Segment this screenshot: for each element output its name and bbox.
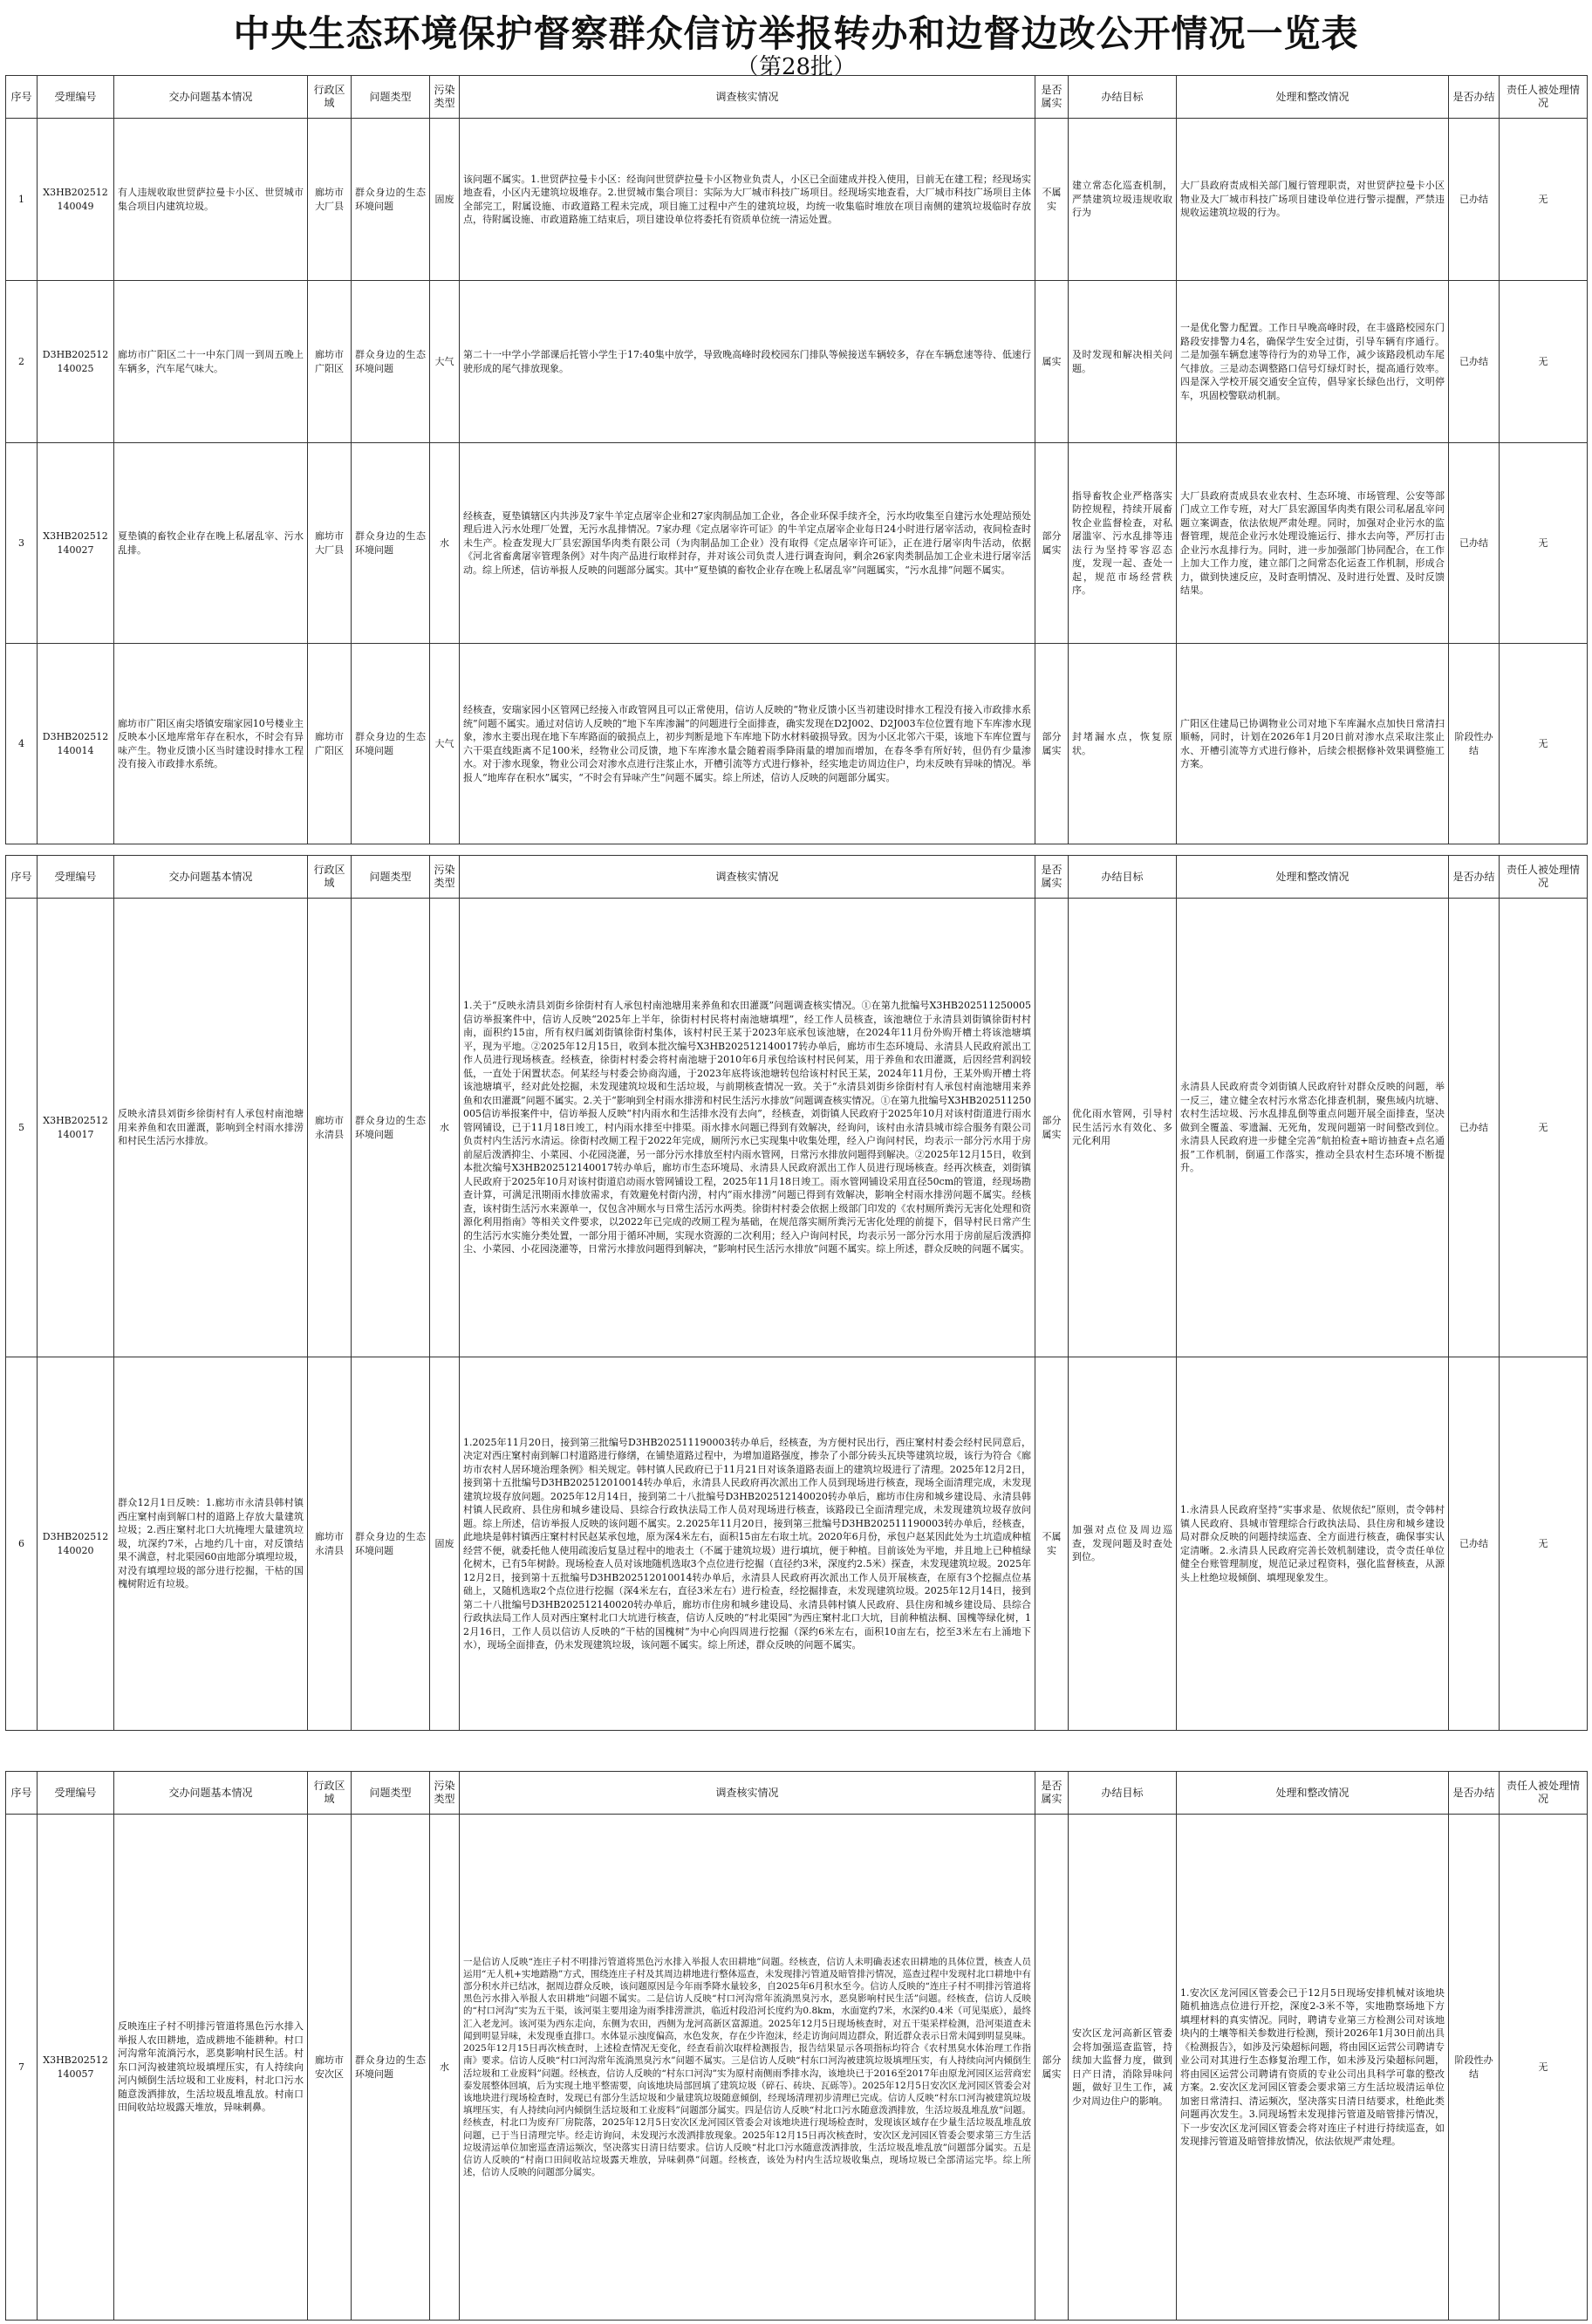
rectification-cell: 大厂县政府责成县农业农村、生态环境、市场管理、公安等部门成立工作专班，对大厂县宏源国华肉类有限公司私屠乱宰问题立案调查，依法依规严肃处理。同时，加强对企业污水的监督管理，规范企业污水处理设施运行、排水去向等，严厉打击企业污水乱排行为。同时，进一步加强部门协同配合，在工作上加大工作力度，建立部门之间常态化运查工作机制，形成合力，做到快速反应，及时查明情况、及时进行处置、及时反馈结果。 xyxy=(1177,443,1449,644)
goal-cell: 优化雨水管网，引导村民生活污水有效化、多元化利用 xyxy=(1069,899,1177,1357)
header-cell: 调查核实情况 xyxy=(460,856,1035,899)
pollution-cell: 固废 xyxy=(430,1357,460,1731)
header-cell: 是否办结 xyxy=(1449,1772,1500,1815)
seq-cell: 5 xyxy=(6,899,38,1357)
pollution-cell: 水 xyxy=(430,443,460,644)
goal-cell: 安次区龙河高新区管委会将加强巡查监管，持续加大监督力度，做到日产日清，消除异味问题，做好卫生工作，减少对周边住户的影响。 xyxy=(1069,1815,1177,2321)
investigation-cell: 一是信访人反映“连庄子村不明排污管道将黑色污水排入举报人农田耕地”问题。经核查，信访人未明确表述农田耕地的具体位置，核查人员运用“无人机+实地踏勘”方式，围绕连庄子村及其周边耕地进行整体巡查，未发现排污管道及暗管排污情况，巡查过程中发现村北口耕地中有部分积水并已结冰，据周边群众反映，该问题原因是今年雨季降水量较多，自2025年6月积水至今。信访人反映的“连庄子村不明排污管道将黑色污水排入举报人农田耕地”问题不属实。二是信访人反映“村口河沟常年流淌黑臭污水，恶臭影响村民生活”问题。经核查，信访人反映的“村口河沟”实为五干渠，该河渠主要用途为雨季排涝泄洪，临近村段沿河长度约为0.8km，水面宽约7米，水深约0.4米（可见渠底），最终汇入老龙河。该河渠为西东走向，东侧为农田，西侧为龙河高新区富源道。2025年12月5日现场核查时，对五干渠采样检测，沿河渠道查未闻到明显异味，未发现垂直排口。水体显示浊度偏高，水色发灰，存在少许泡沫，经走访询问周边群众，附近群众表示日常未闻到明显臭味。2025年12月15日再次核查时，上述检查情况无变化，经查看前次取样检测报告，报告结果显示各项指标均符合《农村黑臭水体治理工作指南》要求。信访人反映“村口河沟常年流淌黑臭污水”问题不属实。三是信访人反映“村东口河沟被建筑垃圾填埋压实，有人持续向河内倾倒生活垃圾和工业废料”问题。经核查，信访人反映的“村东口河沟”实为原村南侧雨季排水沟，该地块已于2016至2017年由原龙河园区运营商宏泰发展整体回填，后为实现土地平整需要，向该地块局部回填了建筑垃圾（碎石、砖块、瓦砾等）。2025年12月5日安次区龙河园区管委会对该地块进行现场检查时，发现已有部分生活垃圾和少量建筑垃圾随意倾倒，经现场清理初步清理已完成。信访人反映“村东口河沟被建筑垃圾填埋压实，有人持续向河内倾倒生活垃圾和工业废料”问题部分属实。四是信访人反映“村北口污水随意泼洒排放，生活垃圾乱堆乱放”问题。经核查，村北口为废弃厂房院落，2025年12月5日安次区龙河园区管委会对该地块进行现场检查时，发现该区域存在少量生活垃圾乱堆乱放问题，已于当日清理完毕。经走访询问，未发现污水泼洒排放现象。2025年12月15日再次核查时，安次区龙河园区管委会要求第三方生活垃圾清运单位加密巡查清运频次，坚决落实日清日结要求。信访人反映“村北口污水随意泼洒排放，生活垃圾乱堆乱放”问题部分属实。五是信访人反映的“村南口田间收站垃圾露天堆放，异味刺鼻”问题。经核查，该处为村内生活垃圾收集点，现场垃圾已全部清运完毕。综上所述，信访人反映的问题部分属实。 xyxy=(460,1815,1035,2321)
true-status-cell: 属实 xyxy=(1035,281,1069,443)
report-table-section-3 xyxy=(5,1771,1588,2321)
header-cell: 交办问题基本情况 xyxy=(114,76,308,119)
type-cell: 群众身边的生态环境问题 xyxy=(352,443,430,644)
header-cell: 问题类型 xyxy=(352,1772,430,1815)
accountability-cell: 无 xyxy=(1500,644,1588,844)
header-cell: 污染类型 xyxy=(430,76,460,119)
true-status-cell: 部分属实 xyxy=(1035,899,1069,1357)
goal-cell: 加强对点位及周边巡查，发现问题及时查处到位。 xyxy=(1069,1357,1177,1731)
header-cell: 是否属实 xyxy=(1035,1772,1069,1815)
header-cell: 办结目标 xyxy=(1069,76,1177,119)
rectification-cell: 一是优化警力配置。工作日早晚高峰时段，在丰盛路校园东门路段安排警力4名，确保学生安全过街，引导车辆有序通行。二是加强车辆怠速等待行为的劝导工作，减少该路段机动车尾气排放。三是动态调整路口信号灯绿灯时长，提高通行效率。四是深入学校开展交通安全宣传，倡导家长绿色出行，文明停车，巩固校警联动机制。 xyxy=(1177,281,1449,443)
region-cell: 廊坊市广阳区 xyxy=(308,644,352,844)
issue-cell: 有人违规收取世贸萨拉曼卡小区、世贸城市集合项目内建筑垃圾。 xyxy=(114,119,308,281)
header-cell: 污染类型 xyxy=(430,1772,460,1815)
table-header-row xyxy=(6,856,1588,899)
table-row xyxy=(6,1815,1588,2321)
goal-cell: 封堵漏水点，恢复原状。 xyxy=(1069,644,1177,844)
table-row xyxy=(6,119,1588,281)
seq-cell: 2 xyxy=(6,281,38,443)
accountability-cell: 无 xyxy=(1500,119,1588,281)
rectification-cell: 永清县人民政府责令刘街镇人民政府针对群众反映的问题，举一反三，建立健全农村污水常态化排查机制，聚焦域内坑塘、农村生活垃圾、污水乱排乱倒等重点问题开展全面排查，坚决做到全覆盖、零遗漏、无死角，发现问题第一时间整改到位。永清县人民政府进一步健全完善“航拍检查+暗访抽查+点名通报”工作机制，倒逼工作落实，推动全县农村生态环境不断提升。 xyxy=(1177,899,1449,1357)
region-cell: 廊坊市大厂县 xyxy=(308,443,352,644)
true-status-cell: 部分属实 xyxy=(1035,1815,1069,2321)
header-cell: 交办问题基本情况 xyxy=(114,856,308,899)
accountability-cell: 无 xyxy=(1500,1815,1588,2321)
seq-cell: 7 xyxy=(6,1815,38,2321)
header-cell: 问题类型 xyxy=(352,76,430,119)
header-cell: 序号 xyxy=(6,856,38,899)
issue-cell: 夏垫镇的畜牧企业存在晚上私屠乱宰、污水乱排。 xyxy=(114,443,308,644)
accountability-cell: 无 xyxy=(1500,899,1588,1357)
header-cell: 是否属实 xyxy=(1035,76,1069,119)
header-cell: 调查核实情况 xyxy=(460,76,1035,119)
id-cell: D3HB202512140020 xyxy=(38,1357,114,1731)
id-cell: X3HB202512140027 xyxy=(38,443,114,644)
report-table-section-1 xyxy=(5,75,1588,844)
type-cell: 群众身边的生态环境问题 xyxy=(352,899,430,1357)
header-cell: 问题类型 xyxy=(352,856,430,899)
closed-cell: 已办结 xyxy=(1449,119,1500,281)
seq-cell: 1 xyxy=(6,119,38,281)
type-cell: 群众身边的生态环境问题 xyxy=(352,644,430,844)
id-cell: X3HB202512140017 xyxy=(38,899,114,1357)
header-cell: 受理编号 xyxy=(38,76,114,119)
header-cell: 责任人被处理情况 xyxy=(1500,1772,1588,1815)
header-cell: 行政区域 xyxy=(308,76,352,119)
table-row xyxy=(6,443,1588,644)
closed-cell: 已办结 xyxy=(1449,443,1500,644)
header-cell: 受理编号 xyxy=(38,856,114,899)
header-cell: 责任人被处理情况 xyxy=(1500,76,1588,119)
issue-cell: 反映连庄子村不明排污管道将黑色污水排入举报人农田耕地，造成耕地不能耕种。村口河沟常年流淌污水，恶臭影响村民生活。村东口河沟被建筑垃圾填埋压实，有人持续向河内倾倒生活垃圾和工业废料，村北口污水随意泼洒排放，生活垃圾乱堆乱放。村南口田间收站垃圾露天堆放，异味刺鼻。 xyxy=(114,1815,308,2321)
investigation-cell: 经核查，安瑞家园小区管网已经接入市政管网且可以正常使用，信访人反映的“物业反馈小区当初建设时排水工程没有接入市政排水系统”问题不属实。通过对信访人反映的“地下车库渗漏”的问题进行全面排查，确实发现在D2J002、D2J003车位位置有地下车库渗水现象，渗水主要出现在地下车库路面的破损点上，初步判断是地下车库地下防水材料破损导致。因为小区北邻六干渠，该地下车库位置与六干渠直线距离不足100米，经物业公司反馈，地下车库渗水量会随着雨季降雨量的增加而增加，在春冬季有所好转，但仍有少量渗水。对于渗水现象，物业公司会对渗水点进行注浆止水，开槽引流等方式进行修补，经实地走访周边住户，均未反映有异味的情况。举报人“地库存在积水”属实，“不时会有异味产生”问题不属实。综上所述，信访人反映的问题部分属实。 xyxy=(460,644,1035,844)
header-cell: 行政区域 xyxy=(308,1772,352,1815)
header-cell: 办结目标 xyxy=(1069,1772,1177,1815)
goal-cell: 建立常态化巡查机制，严禁建筑垃圾违规收取行为 xyxy=(1069,119,1177,281)
accountability-cell: 无 xyxy=(1500,281,1588,443)
closed-cell: 阶段性办结 xyxy=(1449,1815,1500,2321)
header-cell: 处理和整改情况 xyxy=(1177,1772,1449,1815)
goal-cell: 指导畜牧企业严格落实防控规程，持续开展畜牧企业监督检查，对私屠滥宰、污水乱排等违法行为坚持零容忍态度，发现一起、查处一起，规范市场经营秩序。 xyxy=(1069,443,1177,644)
id-cell: X3HB202512140049 xyxy=(38,119,114,281)
rectification-cell: 大厂县政府责成相关部门履行管理职责，对世贸萨拉曼卡小区物业及大厂城市科技广场项目建设单位进行警示提醒，严禁违规收运建筑垃圾的行为。 xyxy=(1177,119,1449,281)
region-cell: 廊坊市永清县 xyxy=(308,1357,352,1731)
seq-cell: 4 xyxy=(6,644,38,844)
true-status-cell: 部分属实 xyxy=(1035,644,1069,844)
page-subtitle: （第28批） xyxy=(735,54,857,80)
rectification-cell: 1.永清县人民政府坚持“实事求是、依规依纪”原则，责令韩村镇人民政府、县城市管理综合行政执法局、县住房和城乡建设局对群众反映的问题持续巡查、全方面进行核查，确保事实认定清晰。2.永清县人民政府完善长效机制建设，责令责任单位健全台账管理制度，规范记录过程资料，强化监督核查，从源头上杜绝垃圾倾倒、填埋现象发生。 xyxy=(1177,1357,1449,1731)
pollution-cell: 大气 xyxy=(430,281,460,443)
header-cell: 序号 xyxy=(6,76,38,119)
header-cell: 交办问题基本情况 xyxy=(114,1772,308,1815)
rectification-cell: 广阳区住建局已协调物业公司对地下车库漏水点加快日常清扫顺畅，同时，计划在2026年1月20日前对渗水点采取注浆止水、开槽引流等方式进行修补，后续会根据修补效果调整施工方案。 xyxy=(1177,644,1449,844)
pollution-cell: 水 xyxy=(430,1815,460,2321)
header-cell: 污染类型 xyxy=(430,856,460,899)
closed-cell: 已办结 xyxy=(1449,899,1500,1357)
header-cell: 处理和整改情况 xyxy=(1177,856,1449,899)
type-cell: 群众身边的生态环境问题 xyxy=(352,1815,430,2321)
id-cell: D3HB202512140025 xyxy=(38,281,114,443)
header-cell: 行政区域 xyxy=(308,856,352,899)
pollution-cell: 水 xyxy=(430,899,460,1357)
header-cell: 调查核实情况 xyxy=(460,1772,1035,1815)
closed-cell: 已办结 xyxy=(1449,281,1500,443)
table-row xyxy=(6,899,1588,1357)
accountability-cell: 无 xyxy=(1500,1357,1588,1731)
seq-cell: 3 xyxy=(6,443,38,644)
pollution-cell: 固废 xyxy=(430,119,460,281)
investigation-cell: 第二十一中学小学部课后托管小学生于17:40集中放学，导致晚高峰时段校园东门排队等候接送车辆较多，存在车辆怠速等待、低速行驶形成的尾气排放现象。 xyxy=(460,281,1035,443)
closed-cell: 已办结 xyxy=(1449,1357,1500,1731)
true-status-cell: 不属实 xyxy=(1035,1357,1069,1731)
region-cell: 廊坊市广阳区 xyxy=(308,281,352,443)
page-title: 中央生态环境保护督察群众信访举报转办和边督边改公开情况一览表 xyxy=(233,12,1359,55)
issue-cell: 廊坊市广阳区南尖塔镇安瑞家园10号楼业主反映本小区地库常年存在积水，不时会有异味产生。物业反馈小区当时建设时排水工程没有接入市政排水系统。 xyxy=(114,644,308,844)
issue-cell: 群众12月1日反映：1.廊坊市永清县韩村镇西庄窠村南到解口村的道路上存放大量建筑垃圾；2.西庄窠村北口大坑掩埋大量建筑垃圾，坑深约7米，占地约几十亩，对反馈结果不满意，村北渠园60亩地部分填埋垃圾，对没有填埋垃圾的部分进行挖掘，干枯的国槐树附近有垃圾。 xyxy=(114,1357,308,1731)
header-cell: 是否办结 xyxy=(1449,856,1500,899)
report-table-section-2 xyxy=(5,855,1588,1731)
header-cell: 是否属实 xyxy=(1035,856,1069,899)
seq-cell: 6 xyxy=(6,1357,38,1731)
header-cell: 序号 xyxy=(6,1772,38,1815)
table-header-row xyxy=(6,1772,1588,1815)
investigation-cell: 经核查，夏垫镇辖区内共涉及7家牛羊定点屠宰企业和27家肉制品加工企业，各企业环保手续齐全，污水均收集至自建污水处理站预处理后进入污水处理厂处置，无污水乱排情况。7家办理《定点屠宰许可证》的牛羊定点屠宰企业每日24小时进行屠宰活动，夜间检查时未生产。检查发现大厂县宏源国华肉类有限公司（为肉制品加工企业）没有取得《定点屠宰许可证》，正在进行屠宰肉牛活动，依据《河北省畜禽屠宰管理条例》对牛肉产品进行取样封存，并对该公司负责人进行调查询问，剩余26家肉类制品加工企业未进行屠宰活动。综上所述，信访举报人反映的问题部分属实。其中“夏垫镇的畜牧企业存在晚上私屠乱宰”问题属实，“污水乱排”问题不属实。 xyxy=(460,443,1035,644)
table-row xyxy=(6,644,1588,844)
id-cell: X3HB202512140057 xyxy=(38,1815,114,2321)
issue-cell: 反映永清县刘街乡徐街村有人承包村南池塘用来养鱼和农田灌溉，影响到全村雨水排涝和村民生活污水排放。 xyxy=(114,899,308,1357)
investigation-cell: 1.2025年11月20日，接到第三批编号D3HB202511190003转办单后，经核查，为方便村民出行，西庄窠村村委会经村民同意后，决定对西庄窠村南到解口村道路进行修缮，在铺垫道路过程中，为增加道路强度，掺杂了小部分砖头瓦块等建筑垃圾，该行为符合《廊坊市农村人居环境治理条例》相关规定。韩村镇人民政府已于11月21日对该条道路表面上的建筑垃圾进行了清理。2025年12月2日，接到第十五批编号D3HB202512010014转办单后，永清县人民政府再次派出工作人员到现场进行核查，现场全面清理完成，未发现建筑垃圾存放问题。2025年12月14日，接到第二十八批编号D3HB202512140020转办单后，廊坊市住房和城乡建设局、永清县韩村镇人民政府、县住房和城乡建设局、县综合行政执法局工作人员对现场进行核查，该路段已全面清理完成，未发现建筑垃圾存放问题。综上所述，信访举报人反映的该问题不属实。2.2025年11月20日，接到第三批编号D3HB202511190003转办单后，经核查，此地块是韩村镇西庄窠村村民赵某承包地，原为深4米左右，面积15亩左右取土坑。2020年6月份，承包户赵某因此处为土坑造成种植经营不便，就委托他人使用疏浚后复垦过程中的地表土（不属于建筑垃圾）进行填坑，便于种植。目前该处为平地，并且地上已种植绿化树木，已有5年树龄。现场检查人员对该地随机选取3个点位进行挖掘（直径约3米，深度约2.5米）探查，未发现建筑垃圾。2025年12月2日，接到第十五批编号D3HB202512010014转办单后，永清县人民政府再次派出工作人员开展核查，在原有3个挖掘点位基础上，又随机选取2个点位进行挖掘（深4米左右，直径3米左右）进行检查，经挖掘排查，未发现建筑垃圾。2025年12月14日，接到第二十八批编号D3HB202512140020转办单后，廊坊市住房和城乡建设局、永清县韩村镇人民政府、县住房和城乡建设局、县综合行政执法局工作人员对西庄窠村北口大坑进行核查，信访人反映的“村北渠园”为西庄窠村北口大坑，目前种植法桐、国槐等绿化树，12月16日，工作人员以信访人反映的“干枯的国槐树”为中心向四周进行挖掘（深约6米左右，面积10亩左右，挖至3米左右上涌地下水），现场全面排查，仍未发现建筑垃圾，该问题不属实。综上所述，群众反映的问题不属实。 xyxy=(460,1357,1035,1731)
header-cell: 处理和整改情况 xyxy=(1177,76,1449,119)
type-cell: 群众身边的生态环境问题 xyxy=(352,119,430,281)
table-row xyxy=(6,1357,1588,1731)
table-row xyxy=(6,281,1588,443)
header-cell: 是否办结 xyxy=(1449,76,1500,119)
region-cell: 廊坊市永清县 xyxy=(308,899,352,1357)
type-cell: 群众身边的生态环境问题 xyxy=(352,281,430,443)
true-status-cell: 部分属实 xyxy=(1035,443,1069,644)
table-header-row xyxy=(6,76,1588,119)
true-status-cell: 不属实 xyxy=(1035,119,1069,281)
region-cell: 廊坊市安次区 xyxy=(308,1815,352,2321)
header-cell: 受理编号 xyxy=(38,1772,114,1815)
goal-cell: 及时发现和解决相关问题。 xyxy=(1069,281,1177,443)
pollution-cell: 大气 xyxy=(430,644,460,844)
accountability-cell: 无 xyxy=(1500,443,1588,644)
id-cell: D3HB202512140014 xyxy=(38,644,114,844)
investigation-cell: 1.关于“反映永清县刘街乡徐街村有人承包村南池塘用来养鱼和农田灌溉”问题调查核实情况。①在第九批编号X3HB202511250005信访举报案件中，信访人反映“2025年上半年，徐街村村民将村南池塘填埋”，经工作人员核查，该池塘位于永清县刘街镇徐街村村南，面积约15亩，所有权归属刘街镇徐街村集体，该村村民王某于2023年底承包该池塘，在2024年11月份外购开槽土将该池塘填平，现为平地。②2025年12月15日，收到本批次编号X3HB202512140017转办单后，廊坊市生态环境局、永清县人民政府派出工作人员进行现场核查。经核查，徐街村村委会将村南池塘于2010年6月承包给该村村民何某，用于养鱼和农田灌溉，后因经营利润较低，一直处于闲置状态。何某经与村委会协商沟通，于2023年底将该池塘转包给该村村民王某，2024年11月份，王某外购开槽土将该池塘填平，经对此处挖掘，未发现建筑垃圾和生活垃圾，与前期核查情况一致。关于“永清县刘街乡徐街村有人承包村南池塘用来养鱼和农田灌溉”问题不属实。2.关于“影响到全村雨水排涝和村民生活污水排放”问题调查核实情况。①在第九批编号X3HB202511250005信访举报案件中，信访举报人反映“村内雨水和生活排水没有去向”，经核查，刘街镇人民政府于2025年10月对该村街道进行雨水管网铺设，已于11月18日竣工，村内雨水排至中排渠。雨水排水问题已得到有效解决，经询问，该村由永清县城市综合服务有限公司负责村内生活污水清运。徐街村改厕工程于2022年完成，厕所污水已实现集中收集处理，经入户询问村民，均表示一部分污水用于房前屋后泼洒抑尘、小菜园、小花园浇灌，另一部分污水排放至村内雨水管网，日常污水排放问题得到解决。②2025年12月15日，收到本批次编号X3HB202512140017转办单后，廊坊市生态环境局、永清县人民政府派出工作人员进行现场核查。经再次核查，刘街镇人民政府于2025年10月对该村街道启动雨水管网铺设工程，2025年11月18日竣工。雨水管网铺设采用直径50cm的管道，经现场勘查计算，可满足汛期雨水排放需求，有效避免村街内涝，村内“雨水排涝”问题已得到有效解决，影响全村雨水排涝问题不属实。经核查，该村街生活污水来源单一，仅包含冲厕水与日常生活污水两类。徐街村村委会依据上级部门印发的《农村厕所粪污无害化处理和资源化利用指南》等相关文件要求，以2022年已完成的改厕工程为基础，在规范落实厕所粪污无害化处理的前提下，倡导村民日常产生的生活污水实施分类处置，一部分用于循环冲厕，实现水资源的二次利用；经入户询问村民，均表示另一部分污水用于房前屋后泼洒抑尘、小菜园、小花园浇灌等，日常污水排放问题得到解决，“影响村民生活污水排放”问题不属实。综上所述，群众反映的问题不属实。 xyxy=(460,899,1035,1357)
header-cell: 责任人被处理情况 xyxy=(1500,856,1588,899)
issue-cell: 廊坊市广阳区二十一中东门周一到周五晚上车辆多，汽车尾气味大。 xyxy=(114,281,308,443)
rectification-cell: 1.安次区龙河园区管委会已于12月5日现场安排机械对该地块随机抽选点位进行开挖，深度2-3米不等，实地勘察场地下方填埋材料的真实情况。同时，聘请专业第三方检测公司对该地块内的土壤等相关参数进行检测，预计2026年1月30日前出具《检测报告》，如涉及污染超标问题，将由园区运营公司聘请专业公司对其进行生态修复治理工作，如未涉及污染超标问题，将由园区运营公司聘请有资质的专业公司出具科学可靠的整改方案。2.安次区龙河园区管委会要求第三方生活垃圾清运单位加密日常清扫、清运频次，坚决落实日清日结要求，杜绝此类问题再次发生。3.同现场暂未发现排污管道及暗管排污情况，下一步安次区龙河园区管委会将对连庄子村进行持续巡查，如发现排污管道及暗管排放情况，依法依规严肃处理。 xyxy=(1177,1815,1449,2321)
region-cell: 廊坊市大厂县 xyxy=(308,119,352,281)
type-cell: 群众身边的生态环境问题 xyxy=(352,1357,430,1731)
investigation-cell: 该问题不属实。1.世贸萨拉曼卡小区：经询问世贸萨拉曼卡小区物业负责人，小区已全面建成并投入使用，目前无在建工程；经现场实地查看，小区内无建筑垃圾堆存。2.世贸城市集合项目：实际为大厂城市科技广场项目。经现场实地查看，大厂城市科技广场项目主体全部完工，附属设施、市政道路工程未完成，项目施工过程中产生的建筑垃圾，均统一收集临时堆放在项目南侧的建筑垃圾临时存放点，待附属设施、市政道路施工结束后，项目建设单位将委托有资质单位统一清运处置。 xyxy=(460,119,1035,281)
header-cell: 办结目标 xyxy=(1069,856,1177,899)
closed-cell: 阶段性办结 xyxy=(1449,644,1500,844)
